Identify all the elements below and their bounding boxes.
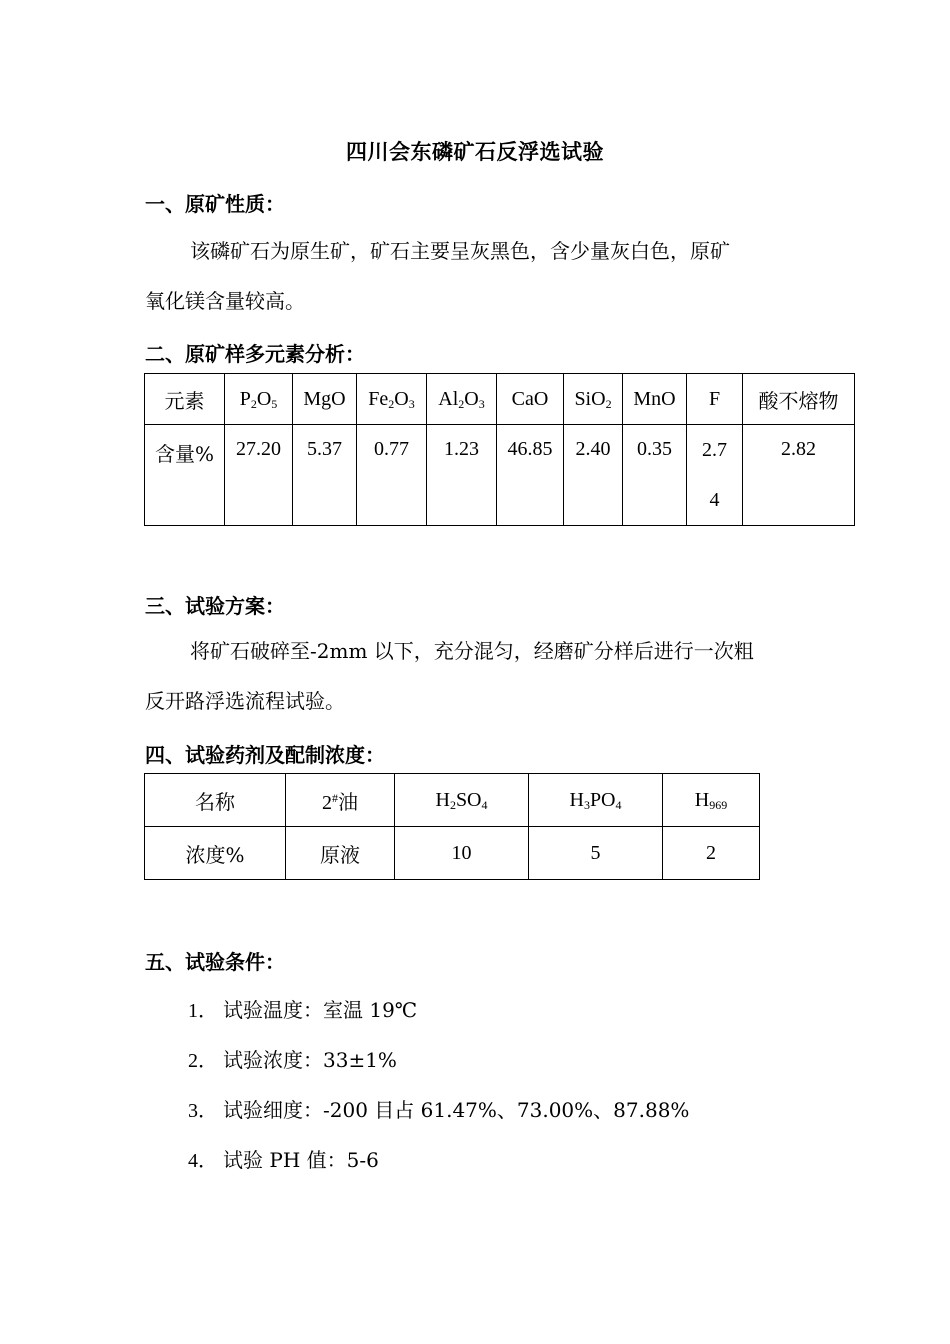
table-label-cell: 浓度% [145, 827, 286, 880]
table-header-cell: CaO [497, 374, 564, 425]
table-header-cell: $P_2O_5$ [225, 374, 293, 425]
condition-item [188, 1144, 379, 1173]
element-analysis-table [144, 373, 855, 526]
table-cell: 27.20 [225, 425, 293, 526]
condition-text: 试验温度：室温 19℃ [223, 998, 418, 1022]
section-1-paragraph [145, 226, 825, 326]
table-cell: 2 [663, 827, 760, 880]
table-header-cell: MgO [293, 374, 357, 425]
f-value-line-1: 2.7 [702, 439, 727, 461]
table-header-cell: 元素 [145, 374, 225, 425]
section-3-heading: 三、试验方案： [145, 594, 285, 618]
document-title: 四川会东磷矿石反浮选试验 [346, 140, 604, 164]
table-header-cell: SiO$_2$ [564, 374, 623, 425]
table-cell: 1.23 [427, 425, 497, 526]
section-4-heading: 四、试验药剂及配制浓度： [145, 743, 385, 767]
table-header-cell: $H_{969}$ [663, 774, 760, 827]
table-header-cell: 酸不熔物 [743, 374, 855, 425]
table-cell: 10 [395, 827, 529, 880]
condition-number: 4． [188, 1150, 218, 1172]
table-cell: 46.85 [497, 425, 564, 526]
table-header-cell: 2#油 [286, 774, 395, 827]
section-3-line-1: 将矿石破碎至-2mm 以下，充分混匀，经磨矿分样后进行一次粗 [190, 639, 754, 663]
condition-item [188, 994, 417, 1023]
table-header-cell: $H_2SO_4$ [395, 774, 529, 827]
condition-item [188, 1044, 397, 1073]
table-cell-f [687, 425, 743, 526]
section-3-paragraph [145, 626, 825, 726]
table-header-cell: 名称 [145, 774, 286, 827]
table-header-cell: $Fe_2O_3$ [357, 374, 427, 425]
table-cell: 0.77 [357, 425, 427, 526]
table-cell: 2.40 [564, 425, 623, 526]
section-2-heading: 二、原矿样多元素分析： [145, 342, 365, 366]
table-header-cell: $Al_2O_3$ [427, 374, 497, 425]
table-cell: 原液 [286, 827, 395, 880]
section-3-line-2: 反开路浮选流程试验。 [145, 689, 345, 713]
reagent-table [144, 773, 760, 880]
table-header-cell: F [687, 374, 743, 425]
condition-item [188, 1094, 689, 1123]
section-5-heading: 五、试验条件： [145, 950, 285, 974]
table-row [145, 774, 760, 827]
table-cell: 5.37 [293, 425, 357, 526]
condition-text: 试验浓度：33±1% [223, 1048, 397, 1072]
table-cell: 0.35 [623, 425, 687, 526]
table-row [145, 374, 855, 425]
table-label-cell: 含量% [145, 425, 225, 526]
table-header-cell: MnO [623, 374, 687, 425]
table-header-cell: $H_3PO_4$ [529, 774, 663, 827]
condition-number: 2． [188, 1050, 218, 1072]
condition-text: 试验 PH 值：5-6 [223, 1148, 379, 1172]
condition-text: 试验细度：-200 目占 61.47%、73.00%、87.88% [223, 1098, 690, 1122]
section-1-line-2: 氧化镁含量较高。 [145, 289, 305, 313]
table-row [145, 425, 855, 526]
condition-number: 3． [188, 1100, 218, 1122]
table-cell: 2.82 [743, 425, 855, 526]
section-1-heading: 一、原矿性质： [145, 192, 285, 216]
condition-number: 1． [188, 1000, 218, 1022]
section-1-line-1: 该磷矿石为原生矿，矿石主要呈灰黑色，含少量灰白色，原矿 [190, 239, 730, 263]
f-value-line-2: 4 [709, 489, 720, 511]
table-cell: 5 [529, 827, 663, 880]
table-row [145, 827, 760, 880]
